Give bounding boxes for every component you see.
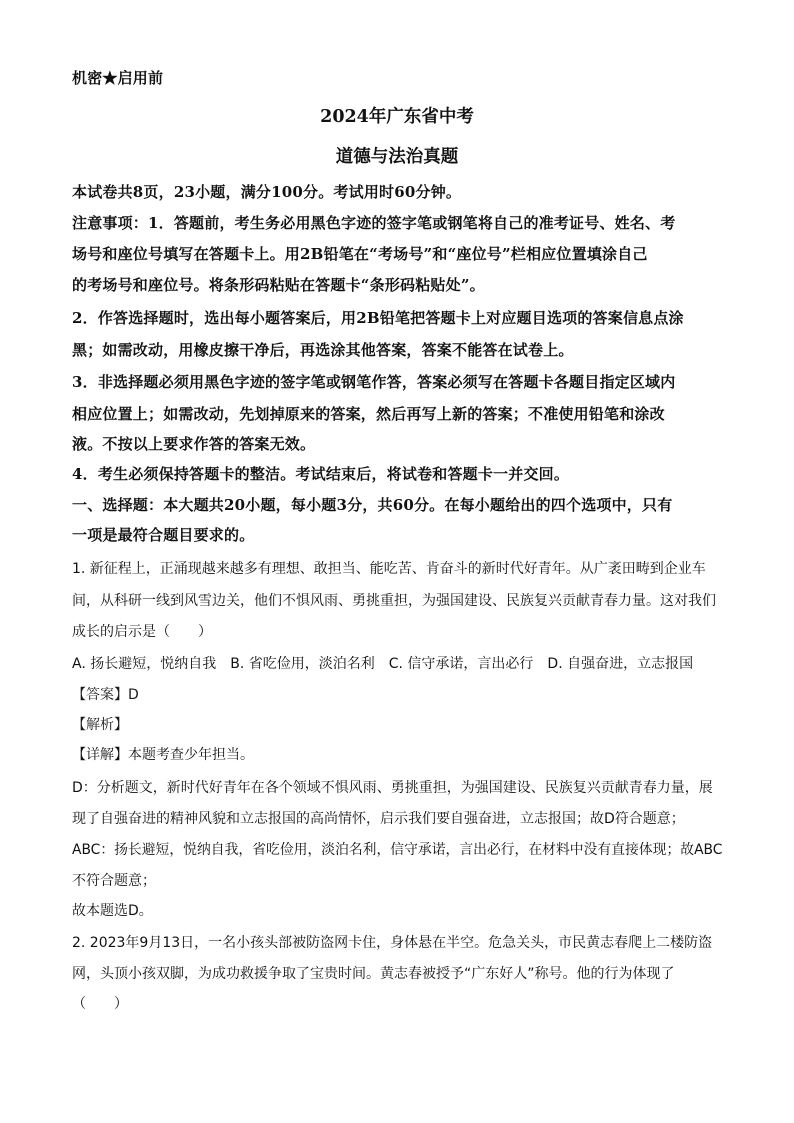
question-1-explanation: ABC：扬长避短，悦纳自我，省吃俭用，淡泊名利，信守承诺，言出必行，在材料中没有直接体现；故ABC (72, 842, 723, 858)
question-1-answer: 【答案】D (72, 687, 139, 703)
question-2-stem: 网，头顶小孩双脚，为成功救援争取了宝贵时间。黄志春被授予“广东好人”称号。他的行为体现了 (72, 966, 675, 982)
question-1-explanation: 现了自强奋进的精神风貌和立志报国的高尚情怀，启示我们要自强奋进，立志报国；故D符合题意； (72, 811, 685, 827)
instruction-line: 4．考生必须保持答题卡的整洁。考试结束后，将试卷和答题卡一并交回。 (72, 465, 570, 483)
question-1-detail: 【详解】本题考查少年担当。 (72, 747, 254, 763)
question-2-stem: （ ） (72, 996, 128, 1012)
question-1-explanation: D：分析题文，新时代好青年在各个领域不惧风雨、勇挑重担，为强国建设、民族复兴贡献青春力量，展 (72, 780, 713, 796)
question-1-options: A. 扬长避短，悦纳自我 B. 省吃俭用，淡泊名利 C. 信守承诺，言出必行 D. 自强奋进，立志报国 (72, 656, 694, 672)
question-1-analysis-label: 【解析】 (72, 717, 128, 733)
instruction-line: 注意事项：1．答题前，考生务必用黑色字迹的签字笔或钢笔将自己的准考证号、姓名、考 (72, 214, 676, 232)
confidential-label: 机密★启用前 (72, 69, 164, 87)
instruction-line: 3．非选择题必须用黑色字迹的签字笔或钢笔作答，答案必须写在答题卡各题目指定区域内 (72, 373, 676, 391)
instruction-line: 的考场号和座位号。将条形码粘贴在答题卡“条形码粘贴处”。 (72, 276, 485, 294)
section-heading: 一、选择题：本大题共20小题，每小题3分，共60分。在每小题给出的四个选项中，只有 (72, 496, 673, 514)
instruction-line: 黑；如需改动，用橡皮擦干净后，再选涂其他答案，答案不能答在试卷上。 (72, 341, 574, 359)
exam-intro: 本试卷共8页，23小题，满分100分。考试用时60分钟。 (72, 183, 462, 201)
question-1-stem: 1. 新征程上，正涌现越来越多有理想、敢担当、能吃苦、肯奋斗的新时代好青年。从广袤田畴到企业车 (72, 561, 706, 577)
question-1-stem: 成长的启示是（ ） (72, 624, 212, 640)
question-1-explanation: 不符合题意； (72, 873, 156, 889)
instruction-line: 2．作答选择题时，选出每小题答案后，用2B铅笔把答题卡上对应题目选项的答案信息点涂 (72, 309, 684, 327)
section-heading: 一项是最符合题目要求的。 (72, 526, 255, 544)
instruction-line: 场号和座位号填写在答题卡上。用2B铅笔在“考场号”和“座位号”栏相应位置填涂自己 (72, 245, 648, 263)
instruction-line: 相应位置上；如需改动，先划掉原来的答案，然后再写上新的答案；不准使用铅笔和涂改 (72, 405, 665, 423)
question-2-stem: 2. 2023年9月13日，一名小孩头部被防盗网卡住，身体悬在半空。危急关头，市民黄志春爬上二楼防盗 (72, 935, 713, 951)
exam-subtitle: 道德与法治真题 (335, 147, 459, 167)
exam-title: 2024年广东省中考 (320, 107, 474, 127)
question-1-explanation: 故本题选D。 (72, 903, 153, 919)
instruction-line: 液。不按以上要求作答的答案无效。 (72, 435, 316, 453)
question-1-stem: 间，从科研一线到风雪边关，他们不惧风雨、勇挑重担，为强国建设、民族复兴贡献青春力量。这对我们 (72, 593, 716, 609)
